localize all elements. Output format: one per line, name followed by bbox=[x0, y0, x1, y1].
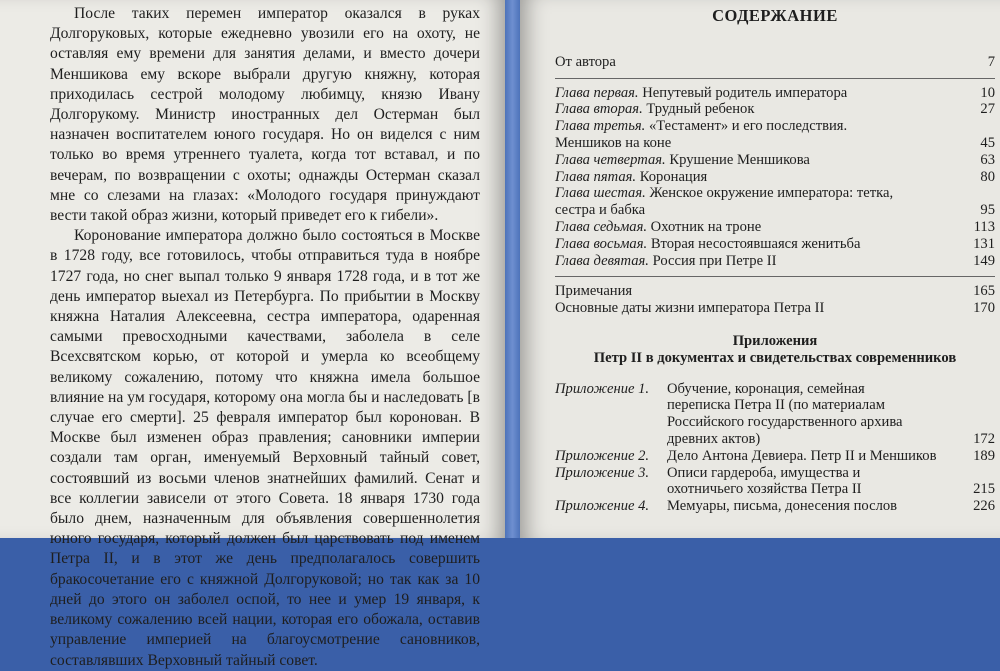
chapter-page: 63 bbox=[980, 151, 995, 168]
toc-entry-label: От автора bbox=[555, 53, 616, 70]
chapter-page: 27 bbox=[980, 101, 995, 118]
toc-appendix bbox=[555, 448, 995, 465]
toc-entry-dates bbox=[555, 300, 995, 317]
chapter-page: 113 bbox=[973, 218, 995, 235]
chapter-title: «Тестамент» и его последствия. Меншиков на коне bbox=[555, 118, 848, 151]
appendix-page: 172 bbox=[973, 430, 995, 447]
toc-chapter bbox=[555, 219, 995, 236]
appendix-heading-line: Петр II в документах и свидетельствах современников bbox=[593, 349, 957, 366]
paragraph: Коронование императора должно было состояться в Москве в 1728 году, все готовилось, чтобы отправиться туда в ноябре 1727 года, но снег выпал только 9 января 1728 года, и в тот же день император выехал из Петербурга. По прибытии в Москву княжна Наталия Алексеевна, сестра императора, одаренная самыми превосходными качествами, заболела в селе Всехсвятском корью, от которой и умерла ко всеобщему великому сожалению, потому что княжна имела большое влияние на ум государя, которому она могла бы и наследовать [в случае его смерти]. 25 февраля император был коронован. В Москве был изменен образ правления; сановники империи создали там орган, именуемый Верховный тайный совет, состоявший из восьми членов знатнейших фамилий. Сенат и все коллегии зависели от этого Совета. 18 января 1730 года было днем, назначенным для объявления совершеннолетия юного государя, который должен был царствовать под именем Петра II, и в этот же день предполагалось совершить бракосочетание его с княжной Долгоруковой; но так как за 10 дней до этого он заболел оспой, то нее и умер 19 января, к великому сожалению всей нации, которая его обожала, оставив управление империей на благоусмотрение сановников, составлявших Верховный тайный совет. bbox=[50, 227, 480, 669]
chapter-page: 131 bbox=[973, 235, 995, 252]
chapter-page: 45 bbox=[980, 134, 995, 151]
toc-entry-author bbox=[555, 54, 995, 71]
chapter-page: 95 bbox=[980, 202, 995, 219]
chapter-prefix: Глава четвертая. bbox=[555, 151, 666, 168]
appendix-page: 226 bbox=[973, 498, 995, 515]
table-of-contents bbox=[555, 0, 995, 515]
appendix-title: Мемуары, письма, донесения послов bbox=[667, 498, 898, 515]
toc-entry-label: Основные даты жизни императора Петра II bbox=[555, 300, 825, 317]
book-gutter bbox=[505, 0, 520, 538]
chapter-title: Коронация bbox=[639, 168, 708, 185]
toc-title: СОДЕРЖАНИЕ bbox=[712, 6, 838, 25]
appendix-prefix: Приложение 4. bbox=[555, 498, 650, 515]
chapter-page: 80 bbox=[980, 168, 995, 185]
left-page-text bbox=[50, 4, 480, 671]
chapter-prefix: Глава седьмая. bbox=[555, 218, 648, 235]
toc-entry-page: 170 bbox=[973, 300, 995, 317]
chapter-title: Трудный ребенок bbox=[646, 101, 755, 118]
appendix-page: 215 bbox=[973, 481, 995, 498]
toc-chapter bbox=[555, 152, 995, 169]
chapter-title: Вторая несостоявшаяся женитьба bbox=[650, 235, 861, 252]
chapter-page: 149 bbox=[973, 252, 995, 269]
appendix-prefix: Приложение 3. bbox=[555, 464, 650, 481]
appendix-title: Описи гардероба, имущества и охотничьего хозяйства Петра II bbox=[667, 464, 862, 498]
toc-chapter bbox=[555, 169, 995, 186]
toc-chapter bbox=[555, 101, 995, 118]
chapter-title: Крушение Меншикова bbox=[669, 151, 810, 168]
appendix-title: Обучение, коронация, семейная переписка Петра II (по материалам Российского государственного архива древних актов) bbox=[667, 380, 903, 447]
right-page bbox=[520, 0, 1000, 538]
toc-appendix bbox=[555, 465, 995, 499]
chapter-page: 10 bbox=[980, 84, 995, 101]
toc-entry-page: 7 bbox=[987, 53, 995, 70]
appendix-heading-line: Приложения bbox=[732, 332, 818, 349]
appendix-prefix: Приложение 1. bbox=[555, 380, 650, 397]
chapter-prefix: Глава третья. bbox=[555, 118, 646, 135]
toc-chapter bbox=[555, 85, 995, 102]
chapter-title: Россия при Петре II bbox=[652, 252, 777, 269]
appendix-title: Дело Антона Девиера. Петр II и Меншиков bbox=[667, 447, 937, 464]
toc-entry-page: 165 bbox=[973, 283, 995, 300]
chapter-prefix: Глава девятая. bbox=[555, 252, 649, 269]
chapter-prefix: Глава пятая. bbox=[555, 168, 637, 185]
chapter-prefix: Глава первая. bbox=[555, 84, 639, 101]
chapter-prefix: Глава шестая. bbox=[555, 185, 646, 202]
toc-appendix bbox=[555, 381, 995, 448]
toc-chapter bbox=[555, 253, 995, 270]
chapter-prefix: Глава вторая. bbox=[555, 101, 643, 118]
chapter-prefix: Глава восьмая. bbox=[555, 235, 648, 252]
appendix-heading bbox=[555, 333, 995, 367]
toc-chapter bbox=[555, 118, 995, 152]
toc-entry-label: Примечания bbox=[555, 283, 633, 300]
toc-chapter bbox=[555, 185, 995, 219]
toc-chapter bbox=[555, 236, 995, 253]
chapter-title: Непутевый родитель императора bbox=[642, 84, 848, 101]
appendix-page: 189 bbox=[973, 447, 995, 464]
divider bbox=[555, 276, 995, 277]
chapter-title: Женское окружение императора: тетка, сестра и бабка bbox=[555, 185, 894, 219]
paragraph: После таких перемен император оказался в руках Долгоруковых, которые ежедневно увозили его на охоту, не оставляя ему времени для занятия делами, и вместо дочери Меншикова ему вскоре выбрали другую княжну, которая приходилась сестрой молодому любимцу, князю Ивану Долгорукому. Министр иностранных дел Остерман был назначен воспитателем юного государя. Но он виделся с ним только во время утреннего туалета, когда тот вставал, и по вечерам, по возвращении с охоты; однажды Остерман сказал мне со слезами на глазах: «Молодого государя принуждают вести такой образ жизни, который приведет его к гибели». bbox=[50, 5, 480, 225]
appendix-prefix: Приложение 2. bbox=[555, 447, 650, 464]
divider bbox=[555, 78, 995, 79]
appendix-list bbox=[555, 381, 995, 515]
toc-appendix bbox=[555, 498, 995, 515]
chapter-title: Охотник на троне bbox=[650, 218, 762, 235]
toc-entry-notes bbox=[555, 283, 995, 300]
